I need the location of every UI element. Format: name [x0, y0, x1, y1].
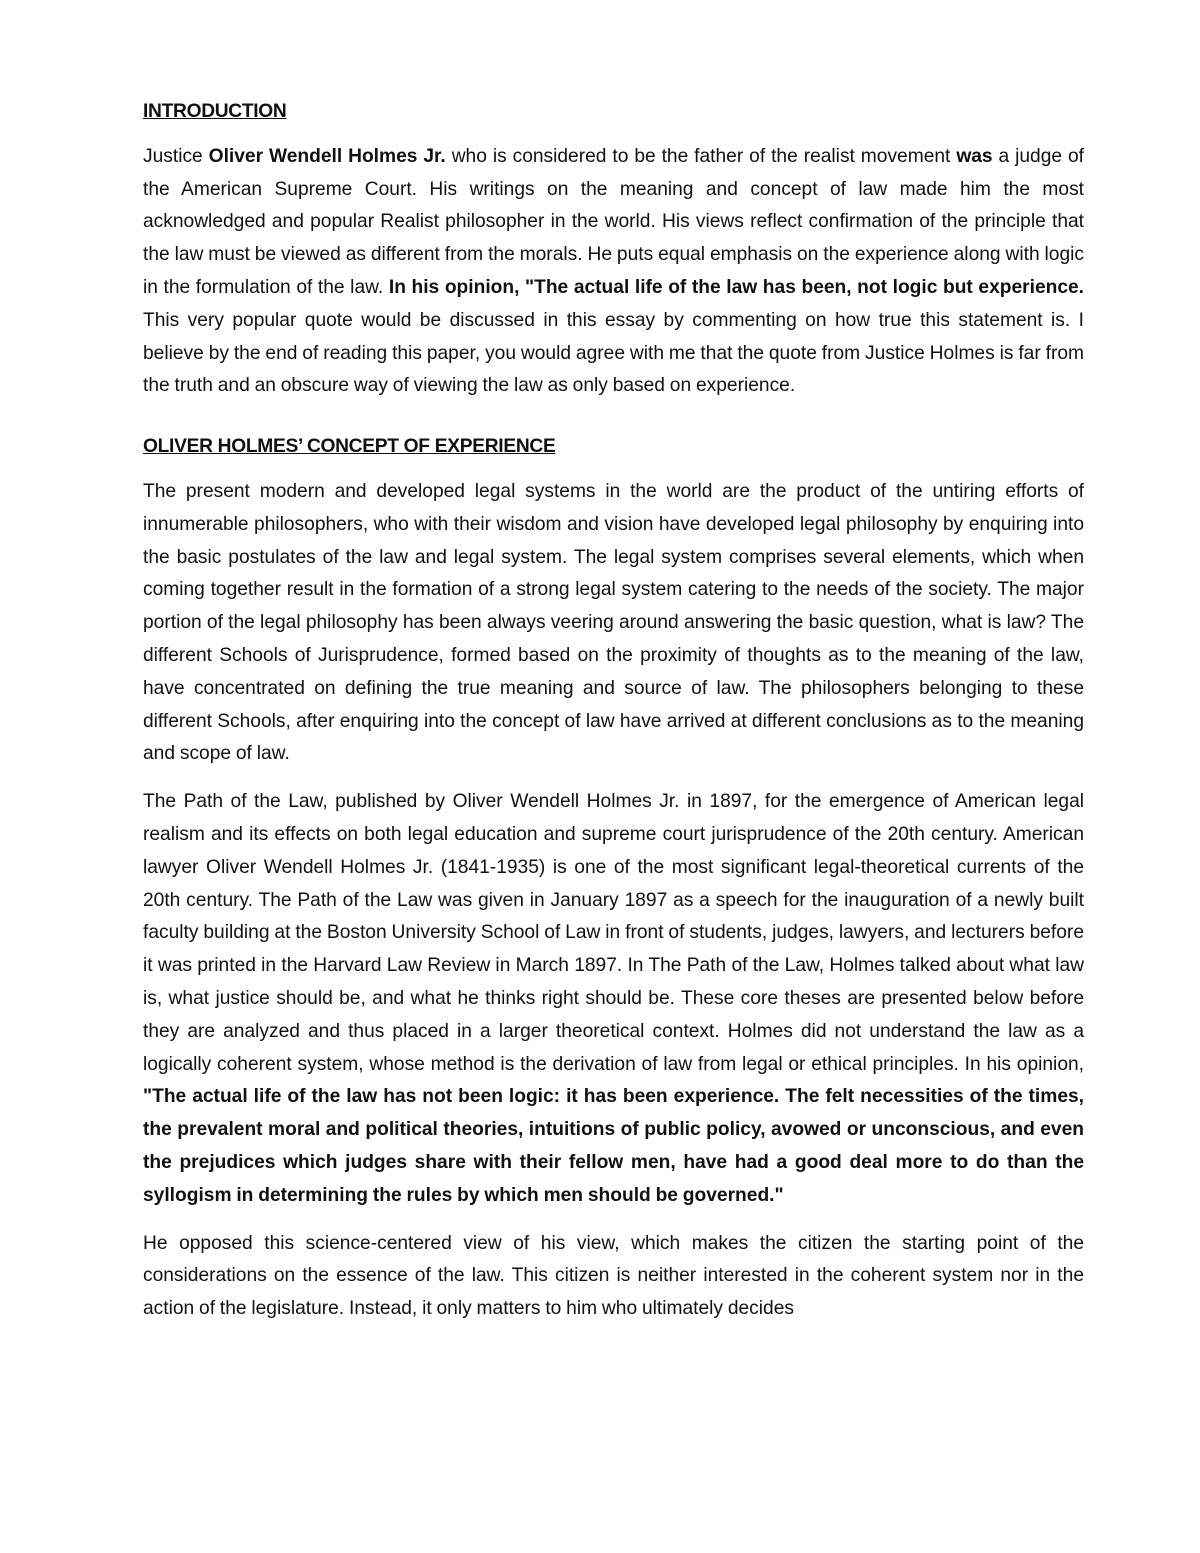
section-paragraph-1: The present modern and developed legal systems in the world are the product of the untiring efforts of innumerable philosophers, who with their wisdom and vision have developed legal philosophy by enquiring into the basic postulates of the law and legal system. The legal system comprises several elements, which when coming together result in the formation of a strong legal system catering to the needs of the society. The major portion of the legal philosophy has been always veering around answering the basic question, what is law? The different Schools of Jurisprudence, formed based on the proximity of thoughts as to the meaning of the law, have concentrated on defining the true meaning and source of law. The philosophers belonging to these different Schools, after enquiring into the concept of law have arrived at different conclusions as to the meaning and scope of law. [143, 480, 1084, 765]
intro-run: who is considered to be the father of the realist movement [445, 145, 957, 167]
intro-run: a judge of the American Supreme Court. His writings on the meaning and concept of law made him the most acknowledged and popular Realist philosopher in the world. His views reflect confirmation of the principle that the law must be viewed as different from the morals. He puts equal emphasis on the experience along with logic in the formulation of the law. [143, 145, 1084, 298]
intro-run: Justice [143, 145, 209, 167]
introduction-heading: INTRODUCTION [143, 101, 287, 122]
introduction-paragraph [143, 141, 1084, 403]
intro-run-bold: was [956, 145, 993, 167]
section-paragraph-2 [143, 786, 1084, 1212]
intro-run: This very popular quote would be discussed in this essay by commenting on how true this statement is. I believe by the end of reading this paper, you would agree with me that the quote from Justice Holmes is far from the truth and an obscure way of viewing the law as only based on experience. [143, 309, 1084, 397]
intro-run-bold: Oliver Wendell Holmes Jr. [208, 145, 446, 167]
paragraph-run: The Path of the Law, published by Oliver Wendell Holmes Jr. in 1897, for the emergence of American legal realism and its effects on both legal education and supreme court jurisprudence of the 20th century. American lawyer Oliver Wendell Holmes Jr. (1841-1935) is one of the most significant legal-theoretical currents of the 20th century. The Path of the Law was given in January 1897 as a speech for the inauguration of a newly built faculty building at the Boston University School of Law in front of students, judges, lawyers, and lecturers before it was printed in the Harvard Law Review in March 1897. In The Path of the Law, Holmes talked about what law is, what justice should be, and what he thinks right should be. These core theses are presented below before they are analyzed and thus placed in a larger theoretical context. Holmes did not understand the law as a logically coherent system, whose method is the derivation of law from legal or ethical principles. In his opinion, [143, 791, 1084, 1075]
section-paragraph-3: He opposed this science-centered view of his view, which makes the citizen the starting point of the considerations on the essence of the law. This citizen is neither interested in the coherent system nor in the action of the legislature. Instead, it only matters to him who ultimately decides [143, 1232, 1084, 1320]
section-heading: OLIVER HOLMES’ CONCEPT OF EXPERIENCE [143, 436, 556, 458]
intro-quote-bold: In his opinion, "The actual life of the law has been, not logic but experience. [388, 276, 1085, 298]
document-page [143, 96, 1084, 1326]
holmes-quote-bold: "The actual life of the law has not been logic: it has been experience. The felt necessities of the times, the prevalent moral and political theories, intuitions of public policy, avowed or unconscious, and even the prejudices which judges share with their fellow men, have had a good deal more to do than the syllogism in determining the rules by which men should be governed." [143, 1086, 1084, 1206]
